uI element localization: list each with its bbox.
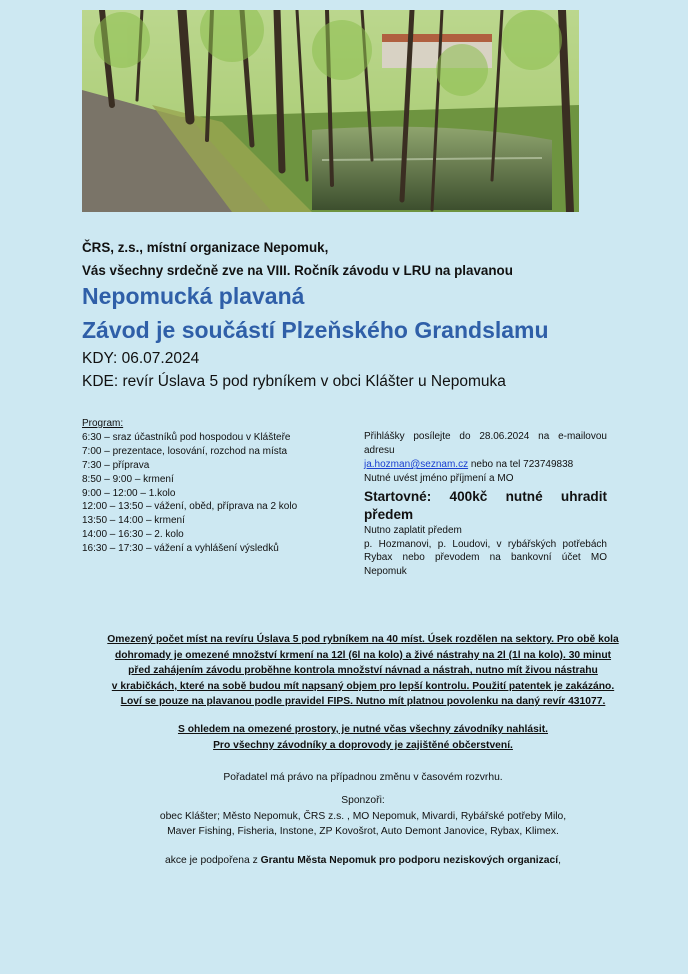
organizer-note: Pořadatel má právo na případnou změnu v časovém rozvrhu. <box>223 772 503 783</box>
program-title: Program: <box>82 418 124 429</box>
event-date: KDY: 06.07.2024 <box>82 350 200 367</box>
registration-contact <box>364 458 607 472</box>
event-title: Nepomucká plavaná <box>82 283 305 309</box>
grant-name: Grantu Města Nepomuk pro podporu neziskových organizací <box>260 855 559 866</box>
program-item: 13:50 – 14:00 – krmení <box>82 515 185 527</box>
grant-prefix: akce je podpořena z <box>165 855 261 866</box>
sponsors-title: Sponzoři: <box>341 795 385 806</box>
email-link[interactable]: ja.hozman@seznam.cz <box>364 458 469 470</box>
registration <box>364 430 607 579</box>
intro <box>82 236 513 282</box>
rules-notice <box>78 632 648 710</box>
program-item: 6:30 – sraz účastníků pod hospodou v Klášteře <box>82 431 291 443</box>
sponsors-line: Maver Fishing, Fisheria, Instone, ZP Kovošrot, Auto Demont Janovice, Rybax, Klimex. <box>167 826 559 838</box>
program-item: 8:50 – 9:00 – krmení <box>82 473 174 485</box>
registration-notice <box>78 722 648 753</box>
notice-line: Omezený počet míst na revíru Úslava 5 pod rybníkem na 40 míst. Úsek rozdělen na sektory. Pro obě kola <box>107 634 619 645</box>
sponsors <box>60 793 666 840</box>
program-item: 16:30 – 17:30 – vážení a vyhlášení výsledků <box>82 543 279 555</box>
grant-suffix: , <box>558 855 561 866</box>
entry-fee: Startovné: 400kč nutné uhradit předem <box>364 488 607 522</box>
intro-line-1: ČRS, z.s., místní organizace Nepomuk, <box>82 240 329 255</box>
event-location: KDE: revír Úslava 5 pod rybníkem v obci Klášter u Nepomuka <box>82 373 506 390</box>
notice-line: v krabičkách, které na sobě budou mít napsaný objem pro lepší kontrolu. Použití patentek je zakázáno. <box>111 680 615 692</box>
program-item: 12:00 – 13:50 – vážení, oběd, příprava na 2 kolo <box>82 501 298 513</box>
program <box>82 417 297 556</box>
phone-text: nebo na tel 723749838 <box>468 458 574 470</box>
event-subtitle: Závod je součástí Plzeňského Grandslamu <box>82 317 549 343</box>
program-item: 14:00 – 16:30 – 2. kolo <box>82 529 184 541</box>
notice-line: před zahájením závodu proběhne kontrola množství návnad a nástrah, nutno mít živou nástrahu <box>128 665 598 677</box>
photo-illustration <box>82 10 579 212</box>
notice-line: dohromady je omezené množství krmení na 12l (6l na kolo) a živé nástrahy na 2l (1l na kolo). 30 minut <box>114 649 612 661</box>
program-item: 9:00 – 12:00 – 1.kolo <box>82 487 176 499</box>
grant-note <box>60 853 666 869</box>
notice-line: S ohledem na omezené prostory, je nutné včas všechny závodníky nahlásit. <box>177 724 549 735</box>
notice-line: Loví se pouze na plavanou podle pravidel FIPS. Nutno mít platnou povolenku na daný revír 431077. <box>120 696 606 708</box>
intro-line-2: Vás všechny srdečně zve na VIII. Ročník závodu v LRU na plavanou <box>82 263 513 278</box>
program-item: 7:30 – příprava <box>82 459 150 471</box>
registration-name-note: Nutné uvést jméno příjmení a MO <box>364 472 514 484</box>
registration-deadline: Přihlášky posílejte do 28.06.2024 na e-mailovou adresu <box>364 431 607 456</box>
program-item: 7:00 – prezentace, losování, rozchod na místa <box>82 445 288 457</box>
sponsors-line: obec Klášter; Město Nepomuk, ČRS z.s. , MO Nepomuk, Mivardi, Rybářské potřeby Milo, <box>159 810 567 822</box>
notice-line: Pro všechny závodníky a doprovody je zajištěné občerstvení. <box>213 739 513 751</box>
forest-pond-photo <box>82 10 579 212</box>
payment-where: p. Hozmanovi, p. Loudovi, v rybářských potřebách Rybax nebo převodem na bankovní účet MO Nepomuk <box>364 538 607 578</box>
payment-note: Nutno zaplatit předem <box>364 524 462 536</box>
